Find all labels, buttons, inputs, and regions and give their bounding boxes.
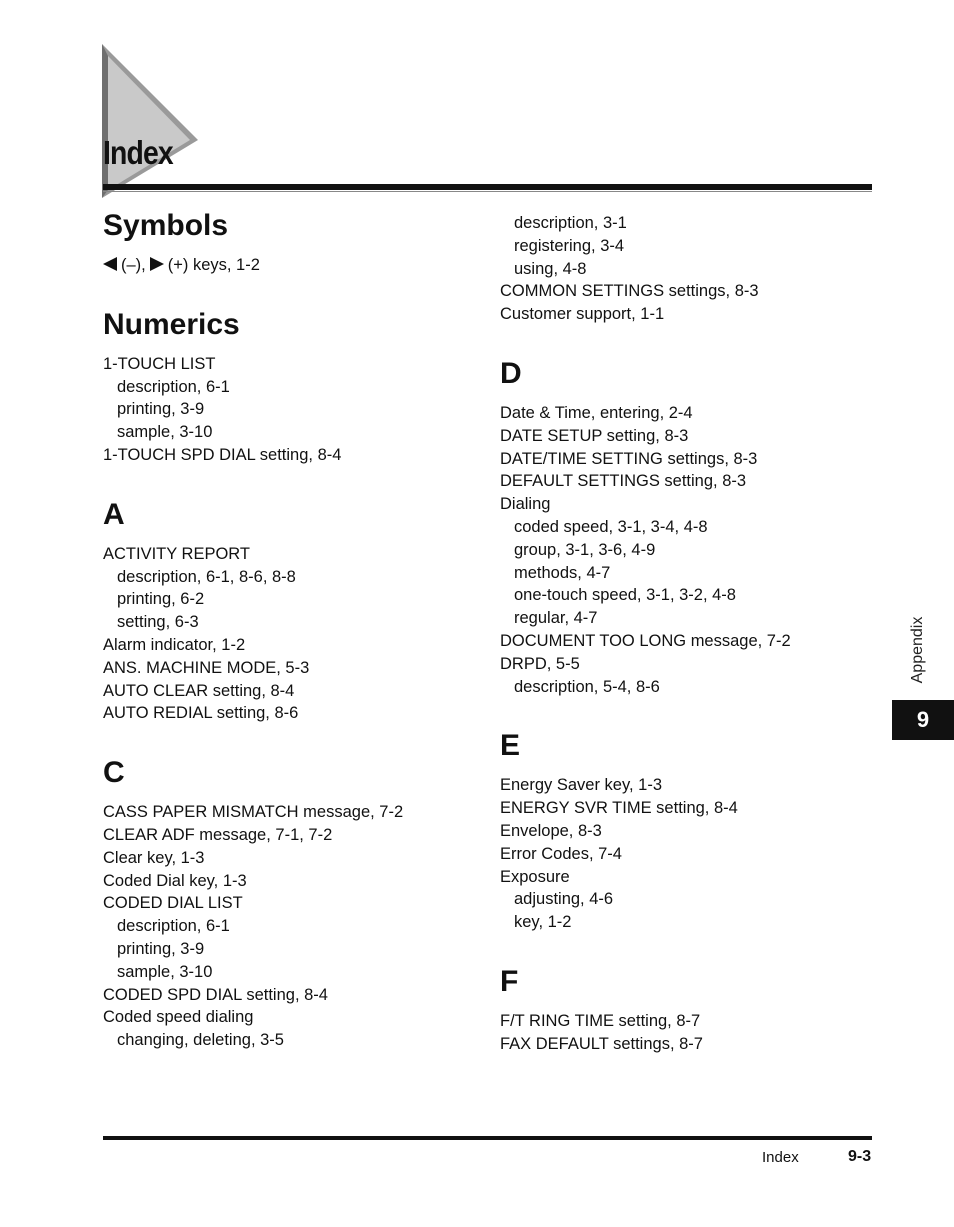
section-heading: E — [500, 729, 521, 763]
index-entry: Envelope, 8-3 — [500, 821, 602, 840]
index-subentry: using, 4-8 — [514, 259, 587, 278]
index-entry: DRPD, 5-5 — [500, 654, 580, 673]
index-column-left — [103, 208, 483, 1052]
index-entry: Dialing — [500, 495, 551, 514]
index-entry: Exposure — [500, 867, 570, 886]
index-entry: Coded Dial key, 1-3 — [103, 871, 247, 890]
index-entries — [103, 353, 483, 467]
index-entry: FAX DEFAULT settings, 8-7 — [500, 1034, 703, 1053]
index-section-f — [500, 964, 880, 1056]
index-subentry: description, 6-1, 8-6, 8-8 — [117, 567, 296, 586]
index-entry: DATE SETUP setting, 8-3 — [500, 426, 689, 445]
index-section-a — [103, 497, 483, 725]
index-entries — [103, 543, 483, 725]
index-subentry: printing, 3-9 — [117, 400, 205, 419]
index-entry: AUTO CLEAR setting, 8-4 — [103, 681, 295, 700]
triangle-icon — [102, 44, 202, 204]
index-entries — [500, 212, 880, 326]
index-subentry: description, 5-4, 8-6 — [514, 677, 660, 696]
section-heading: C — [103, 756, 125, 790]
footer-label: Index — [762, 1149, 799, 1166]
index-entry: ANS. MACHINE MODE, 5-3 — [103, 658, 310, 677]
index-entry: DATE/TIME SETTING settings, 8-3 — [500, 449, 758, 468]
index-subentry: description, 3-1 — [514, 214, 627, 232]
index-subentry: description, 6-1 — [117, 917, 230, 936]
index-section-numerics — [103, 307, 483, 467]
index-entries — [103, 801, 483, 1052]
index-entry: ENERGY SVR TIME setting, 8-4 — [500, 799, 738, 818]
index-subentry: printing, 3-9 — [117, 939, 205, 958]
index-entry: COMMON SETTINGS settings, 8-3 — [500, 282, 759, 301]
index-subentry: methods, 4-7 — [514, 563, 611, 582]
minus-key-text: (–), — [121, 256, 146, 274]
header-rule-thin — [103, 191, 872, 192]
header-triangle-graphic — [102, 44, 202, 204]
index-entry: DOCUMENT TOO LONG message, 7-2 — [500, 631, 791, 650]
index-subentry: coded speed, 3-1, 3-4, 4-8 — [514, 517, 708, 536]
index-subentry: regular, 4-7 — [514, 609, 598, 628]
index-entry: CODED DIAL LIST — [103, 894, 243, 913]
section-heading: F — [500, 964, 519, 998]
index-entry: Clear key, 1-3 — [103, 848, 205, 867]
index-subentry: setting, 6-3 — [117, 613, 199, 632]
index-entry: Customer support, 1-1 — [500, 305, 665, 324]
index-entry: F/T RING TIME setting, 8-7 — [500, 1011, 701, 1030]
index-entry: 1-TOUCH LIST — [103, 354, 216, 373]
index-entry: Error Codes, 7-4 — [500, 844, 622, 863]
footer-rule — [103, 1136, 872, 1140]
index-entry: Energy Saver key, 1-3 — [500, 776, 663, 795]
index-section-c — [103, 755, 483, 1052]
index-section-c-continued — [500, 212, 880, 326]
index-subentry: sample, 3-10 — [117, 962, 213, 981]
index-subentry: one-touch speed, 3-1, 3-2, 4-8 — [514, 586, 736, 605]
section-heading: Numerics — [103, 307, 240, 341]
index-entry: Alarm indicator, 1-2 — [103, 635, 246, 654]
section-heading: A — [103, 497, 125, 531]
index-section-symbols — [103, 208, 483, 277]
index-entry: CLEAR ADF message, 7-1, 7-2 — [103, 825, 333, 844]
index-subentry: description, 6-1 — [117, 377, 230, 396]
index-subentry: changing, deleting, 3-5 — [117, 1031, 284, 1050]
side-tab-label-text: Appendix — [909, 616, 926, 684]
page-title: Index — [103, 134, 173, 171]
index-column-right — [500, 212, 880, 1056]
right-arrow-icon — [150, 257, 164, 271]
index-entries — [500, 1010, 880, 1056]
index-entry: CODED SPD DIAL setting, 8-4 — [103, 985, 328, 1004]
index-subentry: registering, 3-4 — [514, 236, 625, 255]
index-entry-symbol-keys — [103, 254, 483, 277]
page-number: 9-3 — [848, 1148, 872, 1165]
section-heading: Symbols — [103, 209, 229, 242]
index-entries — [500, 774, 880, 934]
index-subentry: key, 1-2 — [514, 913, 572, 932]
section-heading: D — [500, 356, 522, 390]
index-subentry: adjusting, 4-6 — [514, 890, 614, 909]
index-entry: Coded speed dialing — [103, 1008, 254, 1027]
index-subentry: group, 3-1, 3-6, 4-9 — [514, 540, 656, 559]
index-section-e — [500, 728, 880, 934]
index-entry: CASS PAPER MISMATCH message, 7-2 — [103, 803, 404, 822]
index-subentry: printing, 6-2 — [117, 590, 205, 609]
index-entry: ACTIVITY REPORT — [103, 544, 251, 563]
index-entry: 1-TOUCH SPD DIAL setting, 8-4 — [103, 445, 342, 464]
index-entry: DEFAULT SETTINGS setting, 8-3 — [500, 472, 747, 491]
index-entries — [500, 402, 880, 698]
chapter-tab: 9 — [892, 700, 954, 740]
side-tab-label — [898, 608, 938, 692]
index-subentry: sample, 3-10 — [117, 423, 213, 442]
left-arrow-icon — [103, 257, 117, 271]
index-entry: Date & Time, entering, 2-4 — [500, 403, 693, 422]
header-rule — [103, 184, 872, 190]
index-section-d — [500, 356, 880, 698]
plus-key-text: (+) keys, 1-2 — [167, 256, 260, 274]
index-entry: AUTO REDIAL setting, 8-6 — [103, 704, 299, 723]
